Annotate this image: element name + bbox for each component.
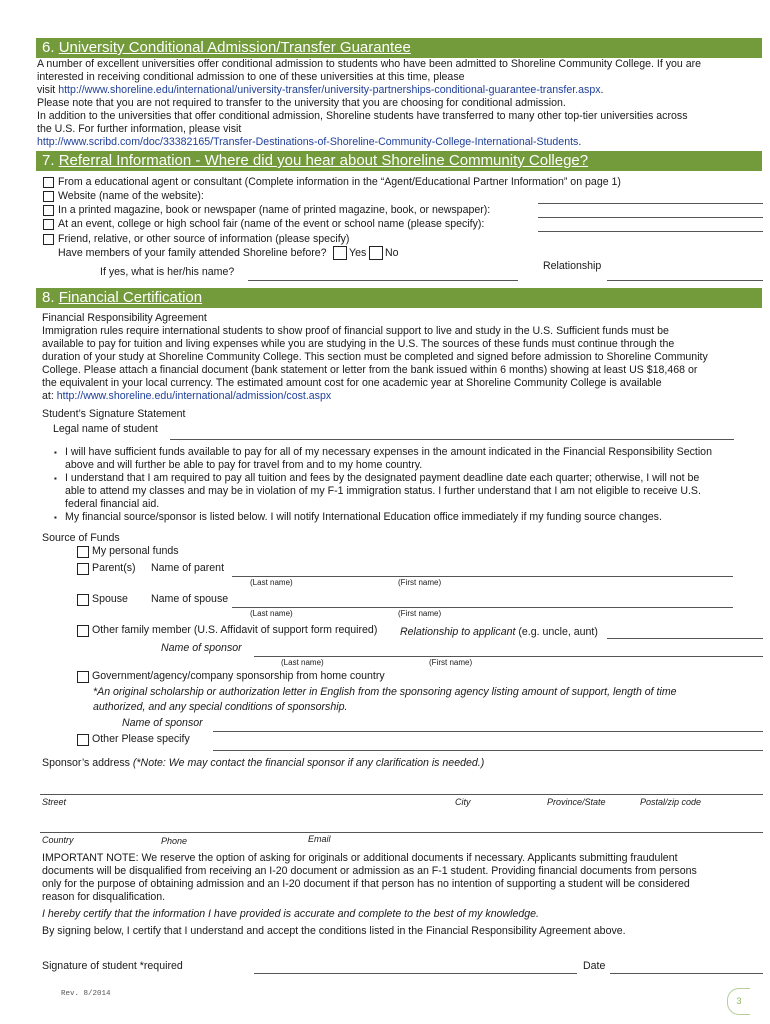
parent-name-field[interactable] <box>232 576 733 577</box>
government-note-2: authorized, and any special conditions of sponsorship. <box>93 701 348 713</box>
spouse-label: Spouse <box>92 593 128 605</box>
other-family-checkbox[interactable] <box>77 625 89 637</box>
bullet-icon: ▪ <box>54 513 57 522</box>
signing-statement: By signing below, I certify that I understand and accept the conditions listed in the Financial Responsibility Agreement above. <box>42 925 626 937</box>
cost-link[interactable]: http://www.shoreline.edu/international/admission/cost.aspx <box>56 390 332 402</box>
fra-text-4 <box>42 364 697 376</box>
date-label: Date <box>583 960 606 972</box>
important-note-text: We reserve the option of asking for originals or additional documents if necessary. Applicants submitting fraudulent <box>138 852 678 864</box>
family-no-checkbox[interactable] <box>369 246 383 260</box>
relationship-applicant-label <box>400 626 598 638</box>
fra-text-4b: or <box>685 364 698 376</box>
fra-text-1: Immigration rules require international students to show proof of financial support to live and study in the U.S. Sufficient funds must be <box>42 325 669 337</box>
phone-caption: Phone <box>161 836 188 846</box>
s6-period: . <box>600 84 604 96</box>
government-sponsor-name-label: Name of sponsor <box>122 717 203 729</box>
s6-visit: visit <box>37 84 59 96</box>
family-no-label: No <box>385 247 399 259</box>
government-sponsor-label: Government/agency/company sponsorship from home country <box>92 670 385 682</box>
relationship-applicant-field[interactable] <box>607 638 763 639</box>
family-sponsor-name-field[interactable] <box>254 656 763 657</box>
family-name-question: If yes, what is her/his name? <box>100 266 235 278</box>
parents-checkbox[interactable] <box>77 563 89 575</box>
other-source-label: Other Please specify <box>92 733 190 745</box>
revision-label: Rev. 8/2014 <box>61 990 111 998</box>
relationship-field[interactable] <box>607 280 763 281</box>
parent-last-name-caption: (Last name) <box>250 578 293 587</box>
required-amount: US $18,468 <box>629 364 686 376</box>
s6-text-5: In addition to the universities that offer conditional admission, Shoreline students have transferred to many other top-tier universities across <box>37 110 688 122</box>
relationship-applicant-example: (e.g. uncle, aunt) <box>515 626 598 638</box>
sponsor-contact-field[interactable] <box>40 832 763 833</box>
legal-name-label: Legal name of student <box>53 423 158 435</box>
s6-period-2: . <box>578 136 582 148</box>
spouse-name-label: Name of spouse <box>151 593 229 605</box>
signature-field[interactable] <box>254 973 577 974</box>
fra-text-2: available to pay for tuition and living expenses while you are studying in the U.S. The sources of these funds must continue through the <box>42 338 675 350</box>
referral-print-checkbox[interactable] <box>43 205 54 216</box>
relationship-label: Relationship <box>543 260 602 272</box>
section-8-title: Financial Certification <box>58 289 203 306</box>
section-7-title: Referral Information - Where did you hear about Shoreline Community College? <box>58 152 589 169</box>
referral-website-field[interactable] <box>538 203 763 204</box>
s6-text-4: Please note that you are not required to transfer to the university that you are choosing for conditional admission. <box>37 97 566 109</box>
bullet-2-line-3: federal financial aid. <box>65 498 160 510</box>
date-field[interactable] <box>610 973 763 974</box>
sponsor-address-heading <box>42 757 484 769</box>
personal-funds-checkbox[interactable] <box>77 546 89 558</box>
government-note-1: *An original scholarship or authorization letter in English from the sponsoring agency listing amount of support, length of time <box>93 686 677 698</box>
spouse-checkbox[interactable] <box>77 594 89 606</box>
sponsor-last-name-caption: (Last name) <box>281 658 324 667</box>
bullet-icon: ▪ <box>54 474 57 483</box>
important-note-label: IMPORTANT NOTE: <box>42 852 139 864</box>
referral-agent-checkbox[interactable] <box>43 177 54 188</box>
referral-friend-label: Friend, relative, or other source of information (please specify) <box>58 233 350 245</box>
signature-label: Signature of student *required <box>42 960 183 972</box>
parent-first-name-caption: (First name) <box>398 578 442 587</box>
referral-website-checkbox[interactable] <box>43 191 54 202</box>
referral-print-label: In a printed magazine, book or newspaper (name of printed magazine, book, or newspaper): <box>58 204 491 216</box>
referral-friend-checkbox[interactable] <box>43 234 54 245</box>
section-8-number: 8. <box>42 289 55 306</box>
city-caption: City <box>455 797 471 807</box>
s6-text-6: the U.S. For further information, please visit <box>37 123 242 135</box>
sponsor-street-field[interactable] <box>40 794 763 795</box>
transfer-destinations-link[interactable]: http://www.scribd.com/doc/33382165/Transfer-Destinations-of-Shoreline-Community-College-International-Students <box>37 136 579 148</box>
family-question: Have members of your family attended Shoreline before? <box>58 247 327 259</box>
country-caption: Country <box>42 835 74 845</box>
government-sponsor-checkbox[interactable] <box>77 671 89 683</box>
s6-text-7 <box>37 136 581 148</box>
s6-text-3 <box>37 84 603 96</box>
section-6-title: University Conditional Admission/Transfer Guarantee <box>58 39 411 56</box>
signature-statement-heading: Student’s Signature Statement <box>42 408 186 420</box>
relationship-applicant-italic: Relationship to applicant <box>400 626 516 638</box>
fra-text-6 <box>42 390 331 402</box>
postal-caption: Postal/zip code <box>640 797 702 807</box>
referral-event-label: At an event, college or high school fair (name of the event or school name (please specify): <box>58 218 485 230</box>
bullet-2-line-1: I understand that I am required to pay all tuition and fees by the designated payment deadline date each quarter; otherwise, I will not be <box>65 472 700 484</box>
referral-website-label: Website (name of the website): <box>58 190 204 202</box>
family-yes-label: Yes <box>349 247 367 259</box>
certify-statement: I hereby certify that the information I have provided is accurate and complete to the best of my knowledge. <box>42 908 540 920</box>
legal-name-field[interactable] <box>170 439 734 440</box>
fra-text-4a: College. Please attach a financial document (bank statement or letter from the bank issued within 6 months) showing at least <box>42 364 630 376</box>
section-6-header <box>36 38 762 58</box>
section-6-number: 6. <box>42 39 55 56</box>
section-8-header <box>36 288 762 308</box>
government-sponsor-name-field[interactable] <box>213 731 763 732</box>
email-caption: Email <box>308 834 331 844</box>
s6-text-2: interested in receiving conditional admission to one of these universities at this time, please <box>37 71 465 83</box>
sponsor-first-name-caption: (First name) <box>429 658 473 667</box>
street-caption: Street <box>42 797 67 807</box>
section-7-number: 7. <box>42 152 55 169</box>
important-note-3: only for the purpose of obtaining admission and an I-20 document if that person has no intention of supporting a student will be considered <box>42 878 690 890</box>
bullet-3: My financial source/sponsor is listed below. I will notify International Education office immediately if my funding source changes. <box>65 511 662 523</box>
referral-event-field[interactable] <box>538 231 763 232</box>
important-note-1 <box>42 852 678 864</box>
other-family-label: Other family member (U.S. Affidavit of support form required) <box>92 624 378 636</box>
family-sponsor-name-label: Name of sponsor <box>161 642 242 654</box>
family-yes-checkbox[interactable] <box>333 246 347 260</box>
referral-event-checkbox[interactable] <box>43 219 54 230</box>
source-of-funds-heading: Source of Funds <box>42 532 120 544</box>
fra-text-5: the equivalent in your local currency. The estimated amount cost for one academic year at Shoreline Community College is available <box>42 377 662 389</box>
bullet-1-line-1: I will have sufficient funds available to pay for all of my necessary expenses in the amount indicated in the Financial Responsibility Section <box>65 446 712 458</box>
conditional-admission-link[interactable]: http://www.shoreline.edu/international/university-transfer/university-partnerships-conditional-guarantee-transfer.aspx <box>58 84 601 96</box>
other-source-field[interactable] <box>213 750 763 751</box>
bullet-2-line-2: able to attend my classes and may be in violation of my F-1 immigration status. I further understand that I am not eligible to receive U.S. <box>65 485 701 497</box>
important-note-4: reason for disqualification. <box>42 891 166 903</box>
fra-heading: Financial Responsibility Agreement <box>42 312 207 324</box>
bullet-icon: ▪ <box>54 448 57 457</box>
parent-name-label: Name of parent <box>151 562 225 574</box>
page-number: 3 <box>727 988 750 1015</box>
sponsor-address-label: Sponsor’s address <box>42 757 130 769</box>
family-name-field[interactable] <box>248 280 518 281</box>
sponsor-address-note: (*Note: We may contact the financial sponsor if any clarification is needed.) <box>129 757 485 769</box>
referral-print-field[interactable] <box>538 217 763 218</box>
s6-text-1: A number of excellent universities offer conditional admission to students who have been admitted to Shoreline Community College. If you are <box>37 58 702 70</box>
other-source-checkbox[interactable] <box>77 734 89 746</box>
spouse-name-field[interactable] <box>232 607 733 608</box>
bullet-1-line-2: above and will further be able to pay for travel from and to my home country. <box>65 459 423 471</box>
parents-label: Parent(s) <box>92 562 136 574</box>
fra-at: at: <box>42 390 57 402</box>
spouse-first-name-caption: (First name) <box>398 609 442 618</box>
important-note-2: documents will be disqualified from receiving an I-20 document or admission as an F-1 student. Providing financial documents from persons <box>42 865 697 877</box>
section-7-header <box>36 151 762 171</box>
spouse-last-name-caption: (Last name) <box>250 609 293 618</box>
fra-text-3: duration of your study at Shoreline Community College. This section must be completed and signed before admission to Shoreline Community <box>42 351 708 363</box>
province-caption: Province/State <box>547 797 606 807</box>
personal-funds-label: My personal funds <box>92 545 179 557</box>
referral-agent-label: From a educational agent or consultant (Complete information in the “Agent/Educational Partner Information” on page 1) <box>58 176 621 188</box>
